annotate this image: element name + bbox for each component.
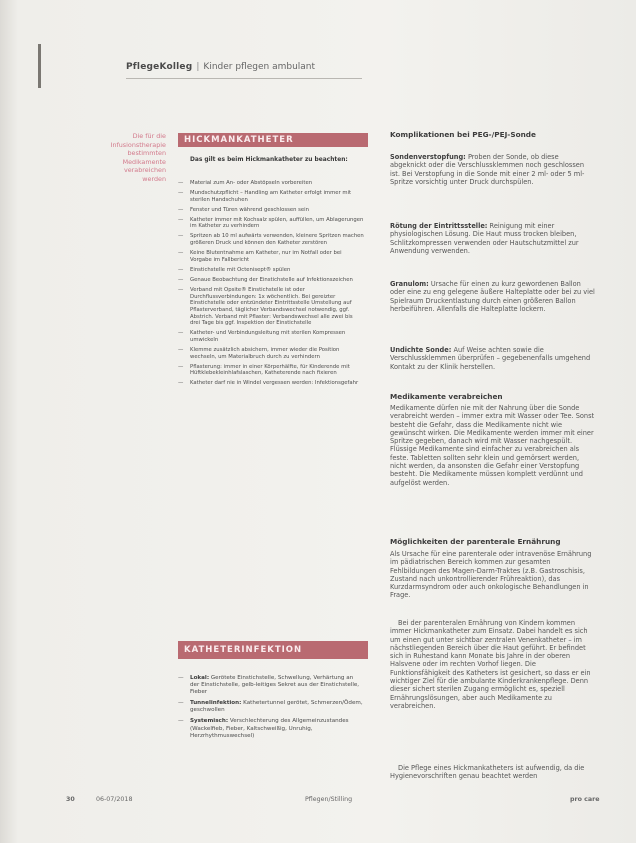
section-heading-medikamente: Medikamente verabreichen — [390, 392, 503, 401]
list-item: — Spritzen ab 10 ml aufwärts verwenden, kleinere Spritzen machen größeren Druck und können den Katheter zerstören — [178, 233, 364, 247]
list-item: — Material zum An- oder Abstöpseln vorbereiten — [178, 180, 313, 186]
box-intro: Das gilt es beim Hickmankatheter zu beachten: — [190, 157, 348, 163]
margin-note: Die für die Infusionstherapie bestimmten Medikamente verabreichen werden — [110, 132, 166, 183]
list-item: — Tunnelinfektion: Kathetertunnel gerötet, Schmerzen/Ödem, geschwollen — [178, 700, 363, 714]
list-item: — Systemisch: Verschlechterung des Allgemeinzustandes (Wackelfieb, Fieber, Kaltschweißig, Unruhig, Herzrhythmuswechsel) — [178, 718, 349, 739]
footer-brand: pro care — [570, 796, 600, 803]
paragraph-parenterale-2: Bei der parenteralen Ernährung von Kindern kommen immer Hickmankatheter zum Einsatz. Dabei handelt es sich um einen gut unter sichtbar zentralen Venenkatheter – im nächstliegenden Bereich über die Haut geführt. Er befindet sich in Ruhestand kann Monate bis Jahre in der oberen Halsvene oder im rechten Vorhof liegen. Die Funktionsfähigkeit des Katheters ist gesichert, so dass er ein wichtiger Ziel für die ambulante Kinderkrankenpflege. Denn dieser sichert sterilen Zugang ermöglicht es, speziell Ernährungslösungen, aber auch Medikamente zu verabreichen. — [390, 619, 591, 710]
issue-date: 06-07/2018 — [96, 796, 133, 803]
hickman-list — [178, 180, 364, 390]
page-edge-bar — [38, 44, 41, 88]
list-item: — Katheter darf nie in Windel vergessen werden: Infektionsgefahr — [178, 380, 359, 387]
dash-icon: — — [178, 718, 184, 725]
list-item: — Pflasterung: immer in einer Körperhälfte, für Kinderende mit Hüftklebekleinhlafslaschen, Katheterende nach fixieren — [178, 363, 350, 377]
list-item: — Verband mit Opsite® Einstichstelle ist oder Durchflussverbindungen: 1x wöchentlich. Bei gereizter Einstichstelle oder entzündeter Eintrittsstelle Umstellung auf Pflasterverband, täglicher Verbandswechsel notwendig, ggf. Abstrich. Verband mit Pflaster: Verbandswechsel alle zwei bis drei Tage bis ggf. Inspektion der Einstichstelle — [178, 286, 353, 327]
header-brand: PflegeKolleg — [126, 62, 193, 72]
paragraph-medikamente: Medikamente dürfen nie mit der Nahrung über die Sonde verabreicht werden – immer extra mit Wasser oder Tee. Sonst besteht die Gefahr, dass die Medikamente nicht wie gewünscht wirken. Die Medikamente werden immer mit einer Spritze gegeben, danach wird mit Wasser nachgespült. Flüssige Medikamente sind einfacher zu verabreichen als feste. Tabletten sollten sehr klein und gemörsert werden, nicht werden, da ansonsten die Gefahr einer Verstopfung besteht. Die Medikamente müssen komplett verdünnt und aufgelöst werden. — [390, 404, 595, 487]
paragraph-roetung: Rötung der Eintrittsstelle: Reinigung mit einer physiologischen Lösung. Die Haut muss trocken bleiben, Schlitzkompressen verwenden oder Hautschutzmittel zur Anwendung verwenden. — [390, 222, 579, 255]
infection-list — [178, 675, 364, 744]
header-separator: | — [196, 62, 200, 72]
dash-icon: — — [178, 250, 184, 257]
dash-icon: — — [178, 180, 184, 186]
running-header — [126, 62, 386, 76]
section-heading-complications: Komplikationen bei PEG-/PEJ-Sonde — [390, 130, 536, 139]
paragraph-undichte-sonde: Undichte Sonde: Auf Weise achten sowie die Verschlussklemmen überprüfen – gegebenenfalls umgehend Kontakt zu der Klinik herstellen. — [390, 346, 591, 371]
box-title-katheterinfektion: KATHETERINFEKTION — [178, 641, 368, 659]
list-item: — Fenster und Türen während geschlossen sein — [178, 206, 310, 213]
dash-icon: — — [178, 190, 184, 196]
list-item: — Genaue Beobachtung der Einstichstelle auf Infektionszeichen — [178, 276, 353, 283]
dash-icon: — — [178, 347, 184, 354]
dash-icon: — — [178, 233, 184, 240]
list-item: — Mundschutzpflicht – Handling am Katheter erfolgt immer mit sterilen Handschuhen — [178, 190, 352, 203]
dash-icon: — — [178, 286, 184, 293]
paragraph-parenterale-3: Die Pflege eines Hickmankatheters ist aufwendig, da die Hygienevorschriften genau beachtet werden — [390, 764, 585, 781]
list-item: — Katheter- und Verbindungsleitung mit sterilen Kompressen umwickeln — [178, 330, 346, 344]
dash-icon: — — [178, 380, 184, 387]
dash-icon: — — [178, 363, 184, 370]
page-number: 30 — [66, 796, 75, 803]
dash-icon: — — [178, 700, 184, 707]
dash-icon: — — [178, 266, 184, 273]
dash-icon: — — [178, 330, 184, 337]
section-heading-parenterale: Möglichkeiten der parenterale Ernährung — [390, 537, 561, 546]
paragraph-sondenverstopfung: Sondenverstopfung: Proben der Sonde, ob diese abgeknickt oder die Verschlussklemmen noch geschlossen ist. Bei Verstopfung in die Sonde mit einer 2 ml- oder 5 ml-Spritze vorsichtig unter Druck durchspülen. — [390, 153, 585, 186]
list-item: — Lokal: Gerötete Einstichstelle, Schwellung, Verhärtung an der Einstichstelle, gelb-leitiges Sekret aus der Einstichstelle, Fieber — [178, 675, 360, 696]
dash-icon: — — [178, 276, 184, 283]
list-item: — Katheter immer mit Kochsalz spülen, auffüllen, um Ablagerungen im Katheter zu verhindern — [178, 216, 364, 230]
header-subtitle: Kinder pflegen ambulant — [203, 62, 316, 72]
dash-icon: — — [178, 206, 184, 213]
box-title-hickmankatheter: HICKMANKATHETER — [178, 133, 368, 147]
dash-icon: — — [178, 216, 184, 223]
list-item: — Einstichstelle mit Octenisept® spülen — [178, 266, 291, 273]
paragraph-parenterale-1: Als Ursache für eine parenterale oder intravenöse Ernährung im pädiatrischen Bereich kommen zur gesamten Fehlbildungen des Magen-Darm-Traktes (z.B. Gastroschisis, Zustand nach unkontrollierender Frühreaktion), das Kurzdarmsyndrom oder auch onkologische Behandlungen in Frage. — [390, 550, 592, 600]
list-item: — Klemme zusätzlich absichern, immer wieder die Position wechseln, um Materialbruch durch zu verhindern — [178, 347, 340, 360]
list-item: — Keine Blutentnahme am Katheter, nur im Notfall oder bei Vorgabe im Fallbericht — [178, 250, 342, 263]
dash-icon: — — [178, 675, 184, 681]
paragraph-granulom: Granulom: Ursache für einen zu kurz gewordenen Ballon oder eine zu eng gelegene äußere Halteplatte oder bei zu viel Spielraum Druckentlastung durch einen größeren Ballon herbeiführen. Allenfalls die Halteplatte lockern. — [390, 280, 595, 313]
publisher: Pflegen/Stilling — [305, 796, 353, 803]
header-rule — [126, 78, 362, 79]
